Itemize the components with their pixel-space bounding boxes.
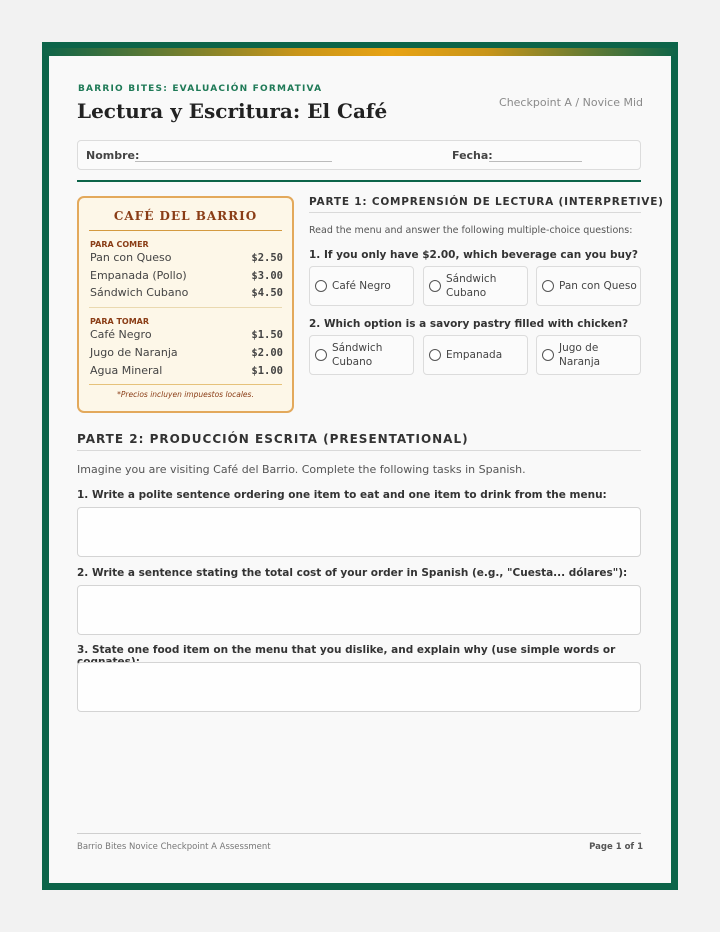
question-1-option-a[interactable]	[309, 266, 414, 306]
menu-item-name: Empanada (Pollo)	[90, 269, 187, 282]
date-field[interactable]	[489, 161, 582, 162]
name-label: Nombre:	[86, 149, 140, 162]
page-number: Page 1 of 1	[589, 842, 643, 852]
checkpoint-label: Checkpoint A / Novice Mid	[499, 96, 643, 109]
task-2-prompt: 2. Write a sentence stating the total cost of your order in Spanish (e.g., "Cuesta... dólares"):	[77, 567, 628, 579]
task-2-answer-box[interactable]	[77, 585, 641, 635]
part1-divider	[309, 212, 641, 213]
menu-item-price: $2.50	[251, 252, 283, 264]
part1-instructions: Read the menu and answer the following multiple-choice questions:	[309, 225, 633, 236]
menu-item-name: Sándwich Cubano	[90, 286, 189, 299]
option-label: Sándwich Cubano	[446, 273, 497, 299]
menu-item-name: Jugo de Naranja	[90, 346, 178, 359]
radio-button[interactable]	[315, 280, 327, 292]
footer-divider	[77, 833, 641, 834]
worksheet	[49, 56, 671, 883]
menu-item-price: $1.50	[251, 329, 283, 341]
accent-bar	[42, 48, 678, 56]
menu-item	[90, 269, 283, 283]
part1-title: PARTE 1: COMPRENSIÓN DE LECTURA (INTERPRETIVE)	[309, 196, 664, 208]
menu-footnote: *Precios incluyen impuestos locales.	[117, 390, 254, 399]
menu-title: CAFÉ DEL BARRIO	[113, 209, 258, 223]
menu-item	[90, 328, 283, 342]
question-2-option-c[interactable]	[536, 335, 641, 375]
part2-instructions: Imagine you are visiting Café del Barrio. Complete the following tasks in Spanish.	[77, 463, 526, 476]
radio-button[interactable]	[542, 280, 554, 292]
menu-section-divider	[89, 307, 282, 308]
task-3-answer-box[interactable]	[77, 662, 641, 712]
menu-divider	[89, 230, 282, 231]
menu-divider	[89, 384, 282, 385]
task-1-prompt: 1. Write a polite sentence ordering one item to eat and one item to drink from the menu:	[77, 489, 607, 501]
question-1-option-c[interactable]	[536, 266, 641, 306]
name-field[interactable]	[135, 161, 332, 162]
menu-item-name: Pan con Queso	[90, 251, 172, 264]
header-divider	[77, 180, 641, 182]
menu-item-price: $3.00	[251, 270, 283, 282]
menu-item-name: Café Negro	[90, 328, 152, 341]
student-info-box	[77, 140, 641, 170]
option-label: Café Negro	[332, 280, 391, 292]
date-label: Fecha:	[452, 149, 493, 162]
option-label: Jugo de Naranja	[559, 342, 601, 368]
question-2-option-a[interactable]	[309, 335, 414, 375]
task-3-prompt: 3. State one food item on the menu that you dislike, and explain why (use simple words or	[77, 644, 616, 656]
radio-button[interactable]	[429, 349, 441, 361]
menu-item-price: $1.00	[251, 365, 283, 377]
menu-item	[90, 364, 283, 378]
option-label: Empanada	[446, 349, 503, 361]
option-label: Pan con Queso	[559, 280, 637, 292]
part2-title: PARTE 2: PRODUCCIÓN ESCRITA (PRESENTATIONAL)	[77, 432, 469, 446]
footer-title: Barrio Bites Novice Checkpoint A Assessment	[77, 842, 271, 852]
menu-item-price: $4.50	[251, 287, 283, 299]
option-label: Sándwich Cubano	[332, 342, 383, 368]
menu-category-label: PARA TOMAR	[90, 317, 150, 326]
question-2: 2. Which option is a savory pastry filled with chicken?	[309, 318, 629, 330]
question-2-option-b[interactable]	[423, 335, 528, 375]
question-1: 1. If you only have $2.00, which beverage can you buy?	[309, 249, 638, 261]
menu-category-label: PARA COMER	[90, 240, 149, 249]
task-1-answer-box[interactable]	[77, 507, 641, 557]
radio-button[interactable]	[429, 280, 441, 292]
menu-item	[90, 251, 283, 265]
page-frame	[42, 42, 678, 890]
question-1-option-b[interactable]	[423, 266, 528, 306]
eyebrow-label: BARRIO BITES: EVALUACIÓN FORMATIVA	[78, 84, 323, 94]
menu-item-name: Agua Mineral	[90, 364, 163, 377]
radio-button[interactable]	[542, 349, 554, 361]
menu-item-price: $2.00	[251, 347, 283, 359]
radio-button[interactable]	[315, 349, 327, 361]
menu-item	[90, 286, 283, 300]
cafe-menu-card	[77, 196, 294, 413]
page-title: Lectura y Escritura: El Café	[77, 99, 388, 123]
part2-divider	[77, 450, 641, 451]
menu-item	[90, 346, 283, 360]
